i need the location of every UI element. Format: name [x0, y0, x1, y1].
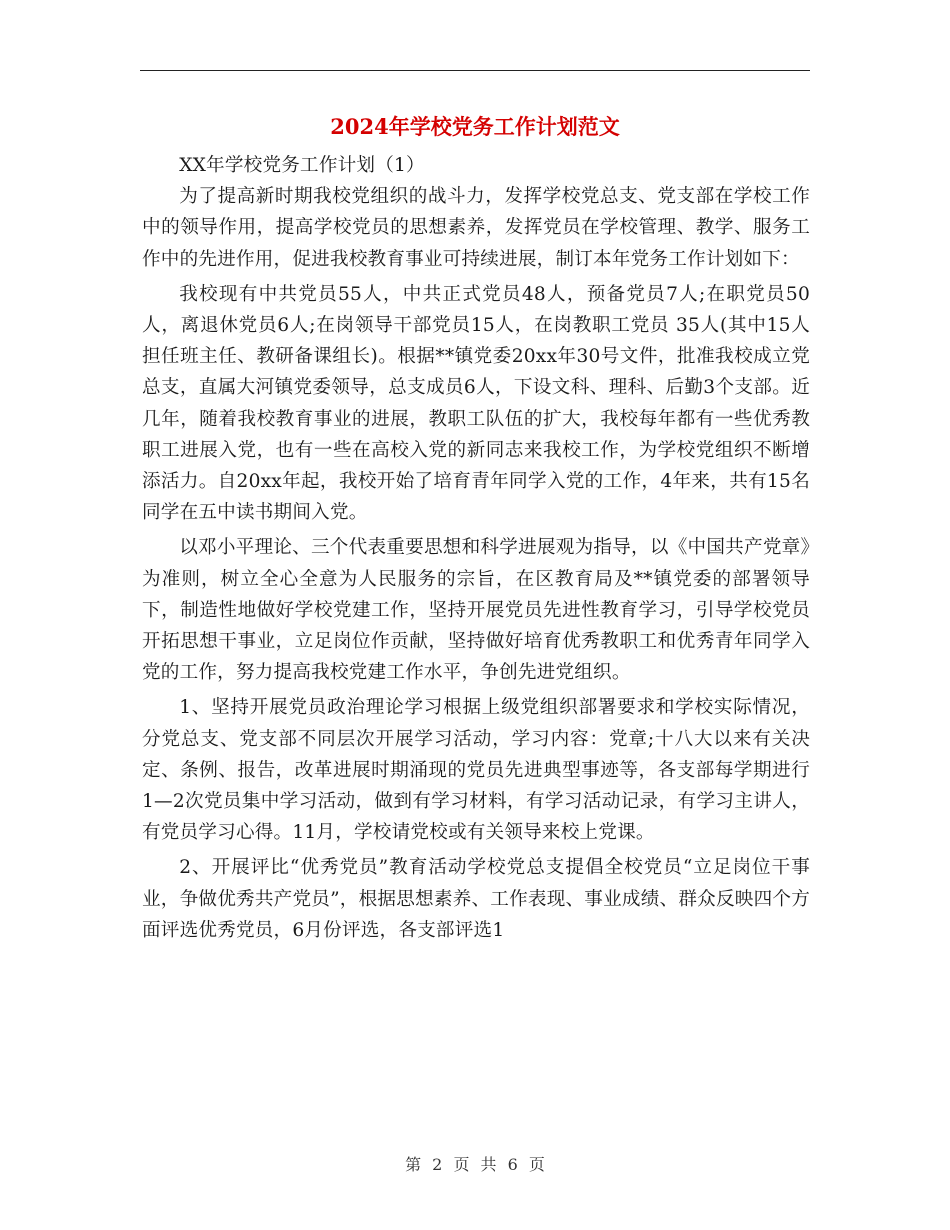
- document-body: [142, 150, 810, 950]
- paragraph-membership: 我校现有中共党员55人，中共正式党员48人，预备党员7人;在职党员50人，离退休党员6人;在岗领导干部党员15人，在岗教职工党员 35人(其中15人担任班主任、教研备课组长)。根据**镇党委20xx年30号文件，批准我校成立党总支，直属大河镇党委领导，总支成员6人，下设文科、理科、后勤3个支部。近几年，随着我校教育事业的进展，教职工队伍的扩大，我校每年都有一些优秀教职工进展入党，也有一些在高校入党的新同志来我校工作，为学校党组织不断增添活力。自20xx年起，我校开始了培育青年同学入党的工作，4年来，共有15名同学在五中读书期间入党。: [142, 283, 810, 524]
- plan-subtitle: XX年学校党务工作计划（1）: [179, 155, 425, 176]
- paragraph-guiding-thought: 以邓小平理论、三个代表重要思想和科学进展观为指导，以《中国共产党章》为准则，树立全心全意为人民服务的宗旨，在区教育局及**镇党委的部署领导下，制造性地做好学校党建工作，坚持开展党员先进性教育学习，引导学校党员开拓思想干事业，立足岗位作贡献，坚持做好培育优秀教职工和优秀青年同学入党的工作，努力提高我校党建工作水平，争创先进党组织。: [142, 537, 810, 684]
- paragraph-item-1: 1、坚持开展党员政治理论学习根据上级党组织部署要求和学校实际情况，分党总支、党支部不同层次开展学习活动，学习内容：党章;十八大以来有关决定、条例、报告，改革进展时期涌现的党员先进典型事迹等，各支部每学期进行1—2次党员集中学习活动，做到有学习材料，有学习活动记录，有学习主讲人，有党员学习心得。11月，学校请党校或有关领导来校上党课。: [142, 697, 810, 844]
- page-number: 第 2 页 共 6 页: [405, 1155, 545, 1174]
- paragraph-item-2: 2、开展评比“优秀党员”教育活动学校党总支提倡全校党员“立足岗位干事业，争做优秀共产党员”，根据思想素养、工作表现、事业成绩、群众反映四个方面评选优秀党员，6月份评选，各支部评选1: [142, 857, 810, 941]
- paragraph-intro: 为了提高新时期我校党组织的战斗力，发挥学校党总支、党支部在学校工作中的领导作用，提高学校党员的思想素养，发挥党员在学校管理、教学、服务工作中的先进作用，促进我校教育事业可持续进展，制订本年党务工作计划如下：: [142, 186, 810, 270]
- header-rule: [140, 70, 810, 71]
- document-title: 2024年学校党务工作计划范文: [330, 114, 620, 139]
